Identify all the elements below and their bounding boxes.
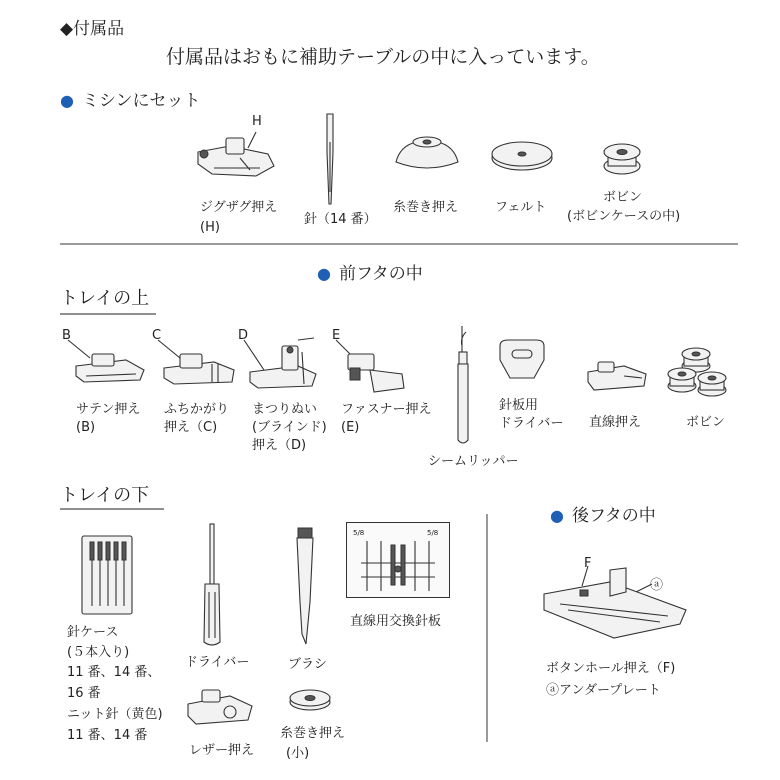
overcast-foot-label: ふちかがり [164, 402, 230, 417]
bobbin-illustration [600, 138, 644, 178]
bobbin-location: (ボビンケースの中) [567, 209, 681, 224]
leather-foot-illustration [184, 684, 256, 730]
needle-illustration [318, 112, 342, 210]
satin-foot-illustration [66, 340, 150, 390]
satin-foot-letter: B [62, 328, 71, 343]
seam-ripper-label: シームリッパー [428, 454, 519, 469]
buttonhole-foot-illustration [540, 566, 690, 646]
needle-case-illustration [80, 534, 134, 616]
page-title: ◆付属品 [60, 19, 125, 39]
plate-mark-right: 5/8 [427, 529, 439, 537]
screwdriver-illustration [198, 522, 228, 650]
blind-foot-sub: (ブラインド) [252, 420, 327, 435]
bobbins-label: ボビン [686, 415, 726, 430]
needle-case-count: (５本入り) [67, 645, 130, 660]
zipper-foot-letter: E [332, 328, 341, 343]
screwdriver-label: ドライバー [185, 655, 250, 670]
zigzag-foot-letter: H [252, 114, 262, 129]
satin-foot-label: サテン押え [76, 402, 141, 417]
bullet-icon: ● [317, 264, 331, 283]
blind-foot-code: 押え（D) [252, 438, 307, 453]
underplate-label: ⓐアンダープレート [546, 683, 661, 698]
tray-bottom-underline [60, 508, 164, 510]
needle-case-sizes-2: 16 番 [67, 686, 101, 701]
zipper-foot-code: (E) [341, 420, 360, 435]
spool-cap-label: 糸巻き押え [393, 200, 459, 215]
vertical-divider [486, 514, 488, 742]
needle-case-label: 針ケース [67, 625, 119, 640]
section-rear-cover-heading: ● 後フタの中 [550, 506, 656, 526]
straight-foot-illustration [584, 360, 650, 394]
section-machine-heading: ● ミシンにセット [60, 91, 201, 111]
needle-case-knit: ニット針（黄色) [67, 707, 163, 722]
zipper-foot-label: ファスナー押え [341, 402, 432, 417]
blind-foot-illustration [242, 336, 326, 392]
brush-illustration [290, 524, 320, 648]
satin-foot-code: (B) [76, 420, 96, 435]
blind-foot-letter: D [238, 328, 249, 343]
small-spool-cap-label: 糸巻き押え [280, 726, 346, 741]
overcast-foot-illustration [156, 340, 240, 390]
plate-mark-left: 5/8 [353, 529, 365, 537]
overcast-foot-letter: C [152, 328, 162, 343]
bullet-icon: ● [550, 506, 564, 525]
overcast-foot-code: 押え（C) [164, 420, 218, 435]
plate-slots [347, 523, 449, 597]
underplate-marker: ⓐ [650, 578, 664, 593]
zigzag-foot-label: ジグザグ押え [200, 200, 278, 215]
needle-label: 針（14 番） [304, 212, 377, 227]
bobbin-label: ボビン [603, 190, 643, 205]
plate-driver-illustration [494, 338, 550, 384]
needle-case-knit-sizes: 11 番、14 番 [67, 728, 148, 743]
brush-label: ブラシ [288, 657, 328, 672]
spool-cap-illustration [392, 132, 462, 180]
straight-foot-label: 直線押え [589, 415, 642, 430]
bullet-icon: ● [60, 91, 74, 110]
small-spool-cap-illustration [288, 684, 332, 714]
seam-ripper-illustration [450, 322, 476, 450]
buttonhole-foot-letter: F [584, 556, 592, 571]
zipper-foot-illustration [336, 340, 408, 396]
zigzag-foot-illustration [190, 124, 280, 184]
tray-bottom-heading: トレイの下 [60, 485, 150, 506]
zigzag-foot-code: (H) [200, 220, 220, 235]
plate-driver-label: 針板用 [499, 398, 539, 413]
needle-case-sizes-1: 11 番、14 番、 [67, 665, 161, 680]
plate-driver-label-2: ドライバー [499, 416, 564, 431]
tray-top-heading: トレイの上 [60, 288, 150, 309]
section-front-cover-heading: ● 前フタの中 [317, 264, 423, 284]
buttonhole-foot-label: ボタンホール押え（F) [546, 661, 676, 676]
bobbins-illustration [666, 344, 730, 410]
straight-plate-illustration [346, 522, 450, 598]
tray-top-underline [60, 313, 156, 315]
small-spool-cap-size: (小) [286, 746, 310, 761]
straight-plate-label: 直線用交換針板 [350, 614, 442, 629]
leather-foot-label: レザー押え [189, 743, 255, 758]
blind-foot-label: まつりぬい [252, 402, 318, 417]
lead-text: 付属品はおもに補助テーブルの中に入っています。 [166, 46, 600, 68]
felt-illustration [490, 138, 554, 174]
section-divider [60, 243, 738, 245]
felt-label: フェルト [495, 200, 547, 215]
